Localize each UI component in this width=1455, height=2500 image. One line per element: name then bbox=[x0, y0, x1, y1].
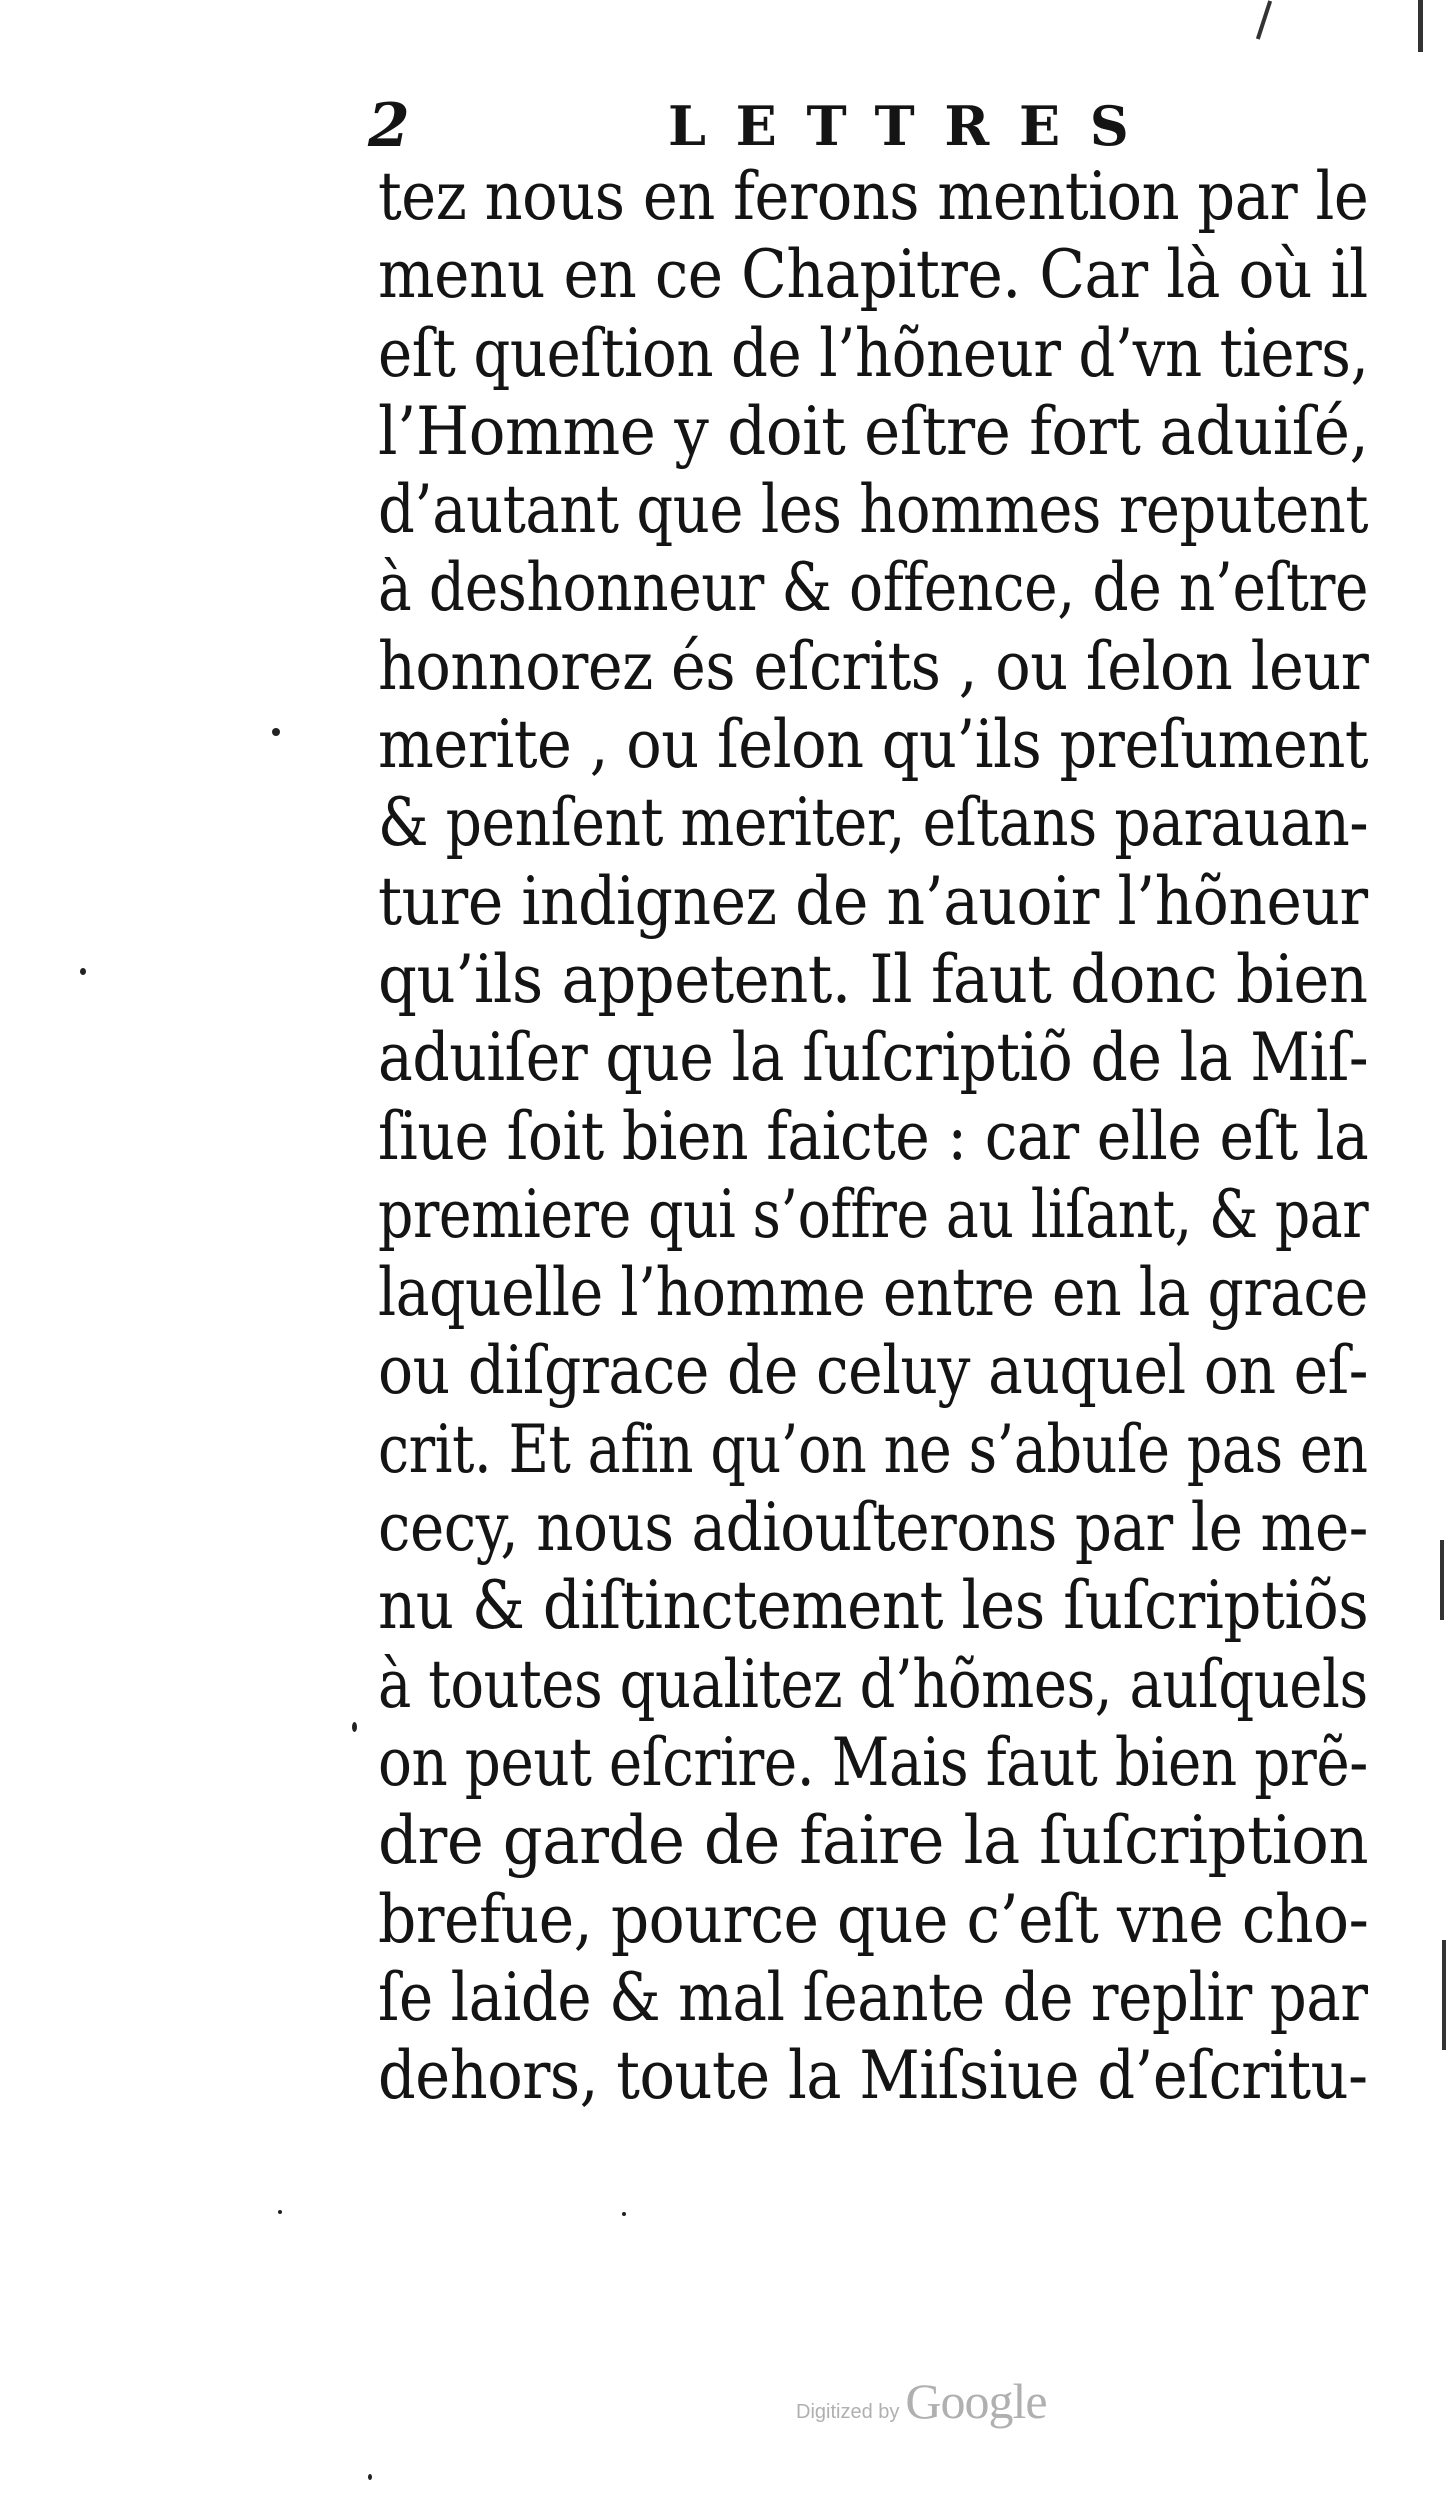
scan-edge-mark bbox=[1256, 0, 1272, 39]
text-line: merite , ou ſelon qu’ils preſument bbox=[378, 706, 1369, 784]
text-line: dre garde de faire la ſuſcription bbox=[378, 1802, 1369, 1880]
text-line: l’Homme y doit eſtre fort aduiſé, bbox=[378, 392, 1369, 470]
text-line: ture indignez de n’auoir l’hõneur bbox=[378, 862, 1368, 940]
text-line: on peut eſcrire. Mais faut bien prẽ- bbox=[378, 1723, 1368, 1801]
text-line: à deshonneur & offence, de n’eſtre bbox=[378, 549, 1369, 627]
digitized-by-text: Digitized by bbox=[796, 2401, 900, 2423]
google-logo: Google bbox=[905, 2373, 1047, 2429]
text-line: nu & diſtinctement les ſuſcriptiõs bbox=[378, 1567, 1369, 1645]
text-line: tez nous en ferons mention par le bbox=[378, 158, 1369, 235]
scan-edge-mark bbox=[1442, 1940, 1446, 2050]
text-line: premiere qui s’offre au liſant, & par bbox=[378, 1175, 1369, 1253]
text-line: cecy, nous adiouſterons par le me- bbox=[378, 1489, 1368, 1567]
scan-speck bbox=[368, 2474, 372, 2480]
text-line: dehors, toute la Miſsiue d’eſcritu- bbox=[378, 2037, 1368, 2115]
running-head: LETTRES bbox=[668, 94, 1159, 158]
text-line: laquelle l’homme entre en la grace bbox=[378, 1254, 1368, 1332]
scan-speck bbox=[278, 2210, 282, 2214]
text-line: ſe laide & mal ſeante de replir par bbox=[378, 1958, 1368, 2036]
text-line: crit. Et afin qu’on ne s’abuſe pas en bbox=[378, 1410, 1368, 1488]
scan-edge-mark bbox=[1440, 1540, 1444, 1620]
scan-speck bbox=[352, 1722, 357, 1732]
scan-speck bbox=[272, 728, 280, 736]
text-line: aduiſer que la ſuſcriptiõ de la Miſ- bbox=[378, 1019, 1369, 1097]
page-number: 2 bbox=[368, 91, 410, 161]
text-line: brefue, pource que c’eſt vne cho- bbox=[378, 1880, 1369, 1958]
text-line: à toutes qualitez d’hõmes, auſquels bbox=[378, 1645, 1368, 1723]
page-header bbox=[368, 86, 1368, 166]
body-text bbox=[378, 158, 1378, 2115]
text-line: ou diſgrace de celuy auquel on eſ- bbox=[378, 1332, 1369, 1410]
text-line: ſiue ſoit bien faicte : car elle eſt la bbox=[378, 1097, 1369, 1175]
text-line: honnorez és eſcrits , ou ſelon leur bbox=[378, 627, 1369, 705]
scan-edge-mark bbox=[1418, 0, 1423, 52]
scan-speck bbox=[622, 2212, 626, 2216]
text-line: qu’ils appetent. Il faut donc bien bbox=[378, 940, 1368, 1018]
text-line: d’autant que les hommes reputent bbox=[378, 471, 1369, 549]
text-line: eſt queſtion de l’hõneur d’vn tiers, bbox=[378, 314, 1369, 392]
text-line: & penſent meriter, eſtans parauan- bbox=[378, 784, 1369, 862]
text-line: menu en ce Chapitre. Car là où il bbox=[378, 236, 1368, 314]
scan-speck bbox=[80, 968, 86, 975]
digitized-watermark bbox=[796, 2372, 1047, 2432]
